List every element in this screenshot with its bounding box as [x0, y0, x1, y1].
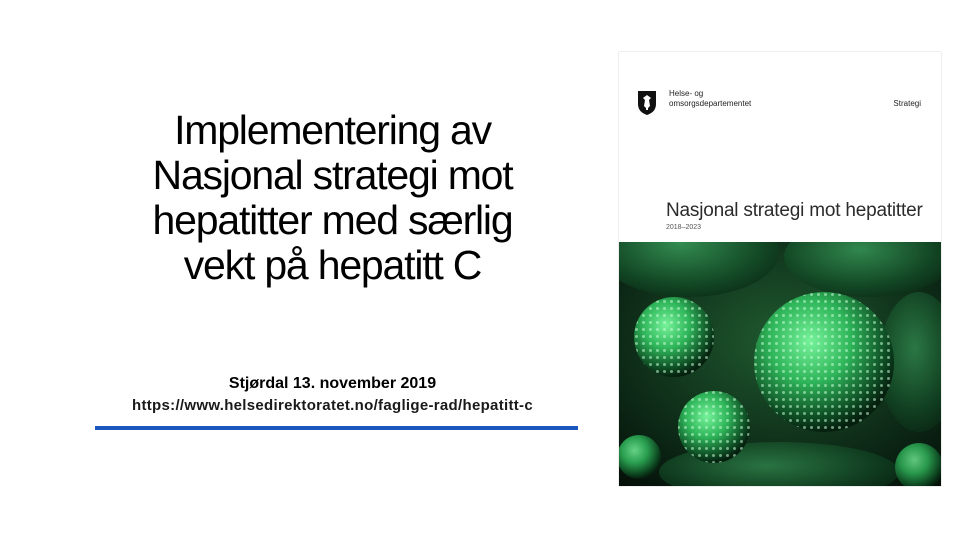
hyperlink[interactable]: https://www.helsedirektoratet.no/faglige-rad/hepatitt-c — [132, 397, 533, 414]
virus-particles-image — [619, 242, 941, 486]
slide-title — [80, 108, 585, 288]
cover-header — [619, 52, 941, 242]
title-line: vekt på hepatitt C — [183, 242, 482, 288]
title-line: hepatitter med særlig — [152, 197, 513, 243]
coat-of-arms-icon — [637, 90, 657, 116]
hyperlink-underline — [95, 426, 578, 430]
department-name: Helse- og omsorgsdepartementet — [669, 89, 752, 108]
date-location-text: Stjørdal 13. november 2019 — [228, 375, 437, 392]
cover-title: Nasjonal strategi mot hepatitter — [666, 200, 923, 221]
cover-years: 2018–2023 — [666, 224, 702, 231]
title-line: Nasjonal strategi mot — [152, 152, 513, 198]
slide-subtitle — [80, 373, 585, 417]
title-line: Implementering av — [174, 107, 491, 153]
report-cover-image — [619, 52, 941, 486]
document-type: Strategi — [893, 99, 921, 108]
